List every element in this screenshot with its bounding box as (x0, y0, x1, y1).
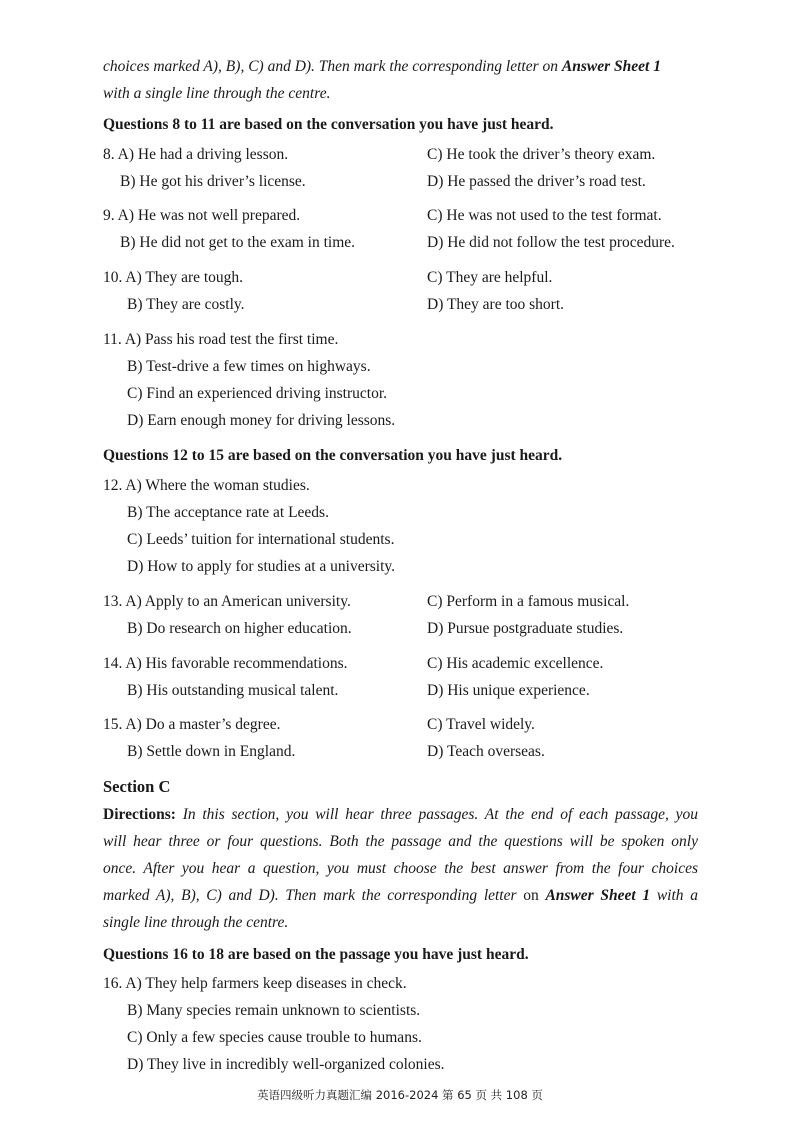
q12-option-d: D) How to apply for studies at a university. (127, 558, 396, 575)
q12-option-c: C) Leeds’ tuition for international students. (127, 531, 395, 548)
q11-option-b: B) Test-drive a few times on highways. (127, 358, 371, 375)
q8-option-a: 8. A) He had a driving lesson. (103, 146, 289, 163)
directions-text: marked A), B), C) and D). Then mark the corresponding letter (103, 887, 524, 904)
directions-line-3: once. After you hear a question, you must choose the best answer from the four choices (103, 860, 698, 877)
q12-option-a: 12. A) Where the woman studies. (103, 477, 310, 494)
section-c-title: Section C (103, 777, 171, 796)
q13-option-c: C) Perform in a famous musical. (427, 593, 630, 610)
q10-option-a: 10. A) They are tough. (103, 269, 244, 286)
q9-option-a: 9. A) He was not well prepared. (103, 207, 301, 224)
q13-option-d: D) Pursue postgraduate studies. (427, 620, 624, 637)
q11-option-c: C) Find an experienced driving instructor. (127, 385, 387, 402)
q14-option-d: D) His unique experience. (427, 682, 590, 699)
q14-option-c: C) His academic excellence. (427, 655, 604, 672)
directions-line-4 (103, 886, 698, 906)
directions-line-2: will hear three or four questions. Both the passage and the questions will be spoken only (103, 833, 698, 850)
q8-option-c: C) He took the driver’s theory exam. (427, 146, 656, 163)
directions-text: In this section, you will hear three passages. At the end of each passage, you (182, 806, 699, 823)
intro-text: choices marked A), B), C) and D). Then mark the corresponding letter on (103, 58, 562, 75)
q8-option-b: B) He got his driver’s license. (120, 173, 306, 190)
q11-option-d: D) Earn enough money for driving lessons. (127, 412, 396, 429)
q16-option-c: C) Only a few species cause trouble to humans. (127, 1029, 422, 1046)
q15-option-a: 15. A) Do a master’s degree. (103, 716, 281, 733)
q8-option-d: D) He passed the driver’s road test. (427, 173, 646, 190)
directions-text: with a (650, 887, 698, 904)
q9-option-b: B) He did not get to the exam in time. (120, 234, 356, 251)
q13-option-a: 13. A) Apply to an American university. (103, 593, 351, 610)
intro-line-2: with a single line through the centre. (103, 85, 331, 102)
q12-option-b: B) The acceptance rate at Leeds. (127, 504, 329, 521)
q13-option-b: B) Do research on higher education. (127, 620, 352, 637)
intro-line-1 (103, 57, 661, 77)
q10-option-d: D) They are too short. (427, 296, 565, 313)
q16-option-d: D) They live in incredibly well-organized colonies. (127, 1056, 445, 1073)
q15-option-b: B) Settle down in England. (127, 743, 296, 760)
page-footer: 英语四级听力真题汇编 2016-2024 第 65 页 共 108 页 (257, 1088, 543, 1102)
q9-option-d: D) He did not follow the test procedure. (427, 234, 675, 251)
directions-label: Directions: (103, 806, 176, 823)
directions-line-1 (103, 805, 698, 825)
q10-option-c: C) They are helpful. (427, 269, 553, 286)
q10-option-b: B) They are costly. (127, 296, 245, 313)
q11-option-a: 11. A) Pass his road test the first time. (103, 331, 339, 348)
group-heading-16-18: Questions 16 to 18 are based on the passage you have just heard. (103, 946, 529, 963)
q15-option-d: D) Teach overseas. (427, 743, 545, 760)
q15-option-c: C) Travel widely. (427, 716, 535, 733)
answer-sheet-ref: Answer Sheet 1 (545, 887, 651, 904)
q14-option-a: 14. A) His favorable recommendations. (103, 655, 348, 672)
q16-option-b: B) Many species remain unknown to scientists. (127, 1002, 421, 1019)
group-heading-12-15: Questions 12 to 15 are based on the conversation you have just heard. (103, 447, 563, 464)
directions-text: on (523, 887, 546, 904)
directions-line-5: single line through the centre. (103, 914, 289, 931)
q16-option-a: 16. A) They help farmers keep diseases in check. (103, 975, 407, 992)
answer-sheet-ref: Answer Sheet 1 (561, 58, 661, 75)
q9-option-c: C) He was not used to the test format. (427, 207, 662, 224)
q14-option-b: B) His outstanding musical talent. (127, 682, 339, 699)
group-heading-8-11: Questions 8 to 11 are based on the conversation you have just heard. (103, 116, 554, 133)
